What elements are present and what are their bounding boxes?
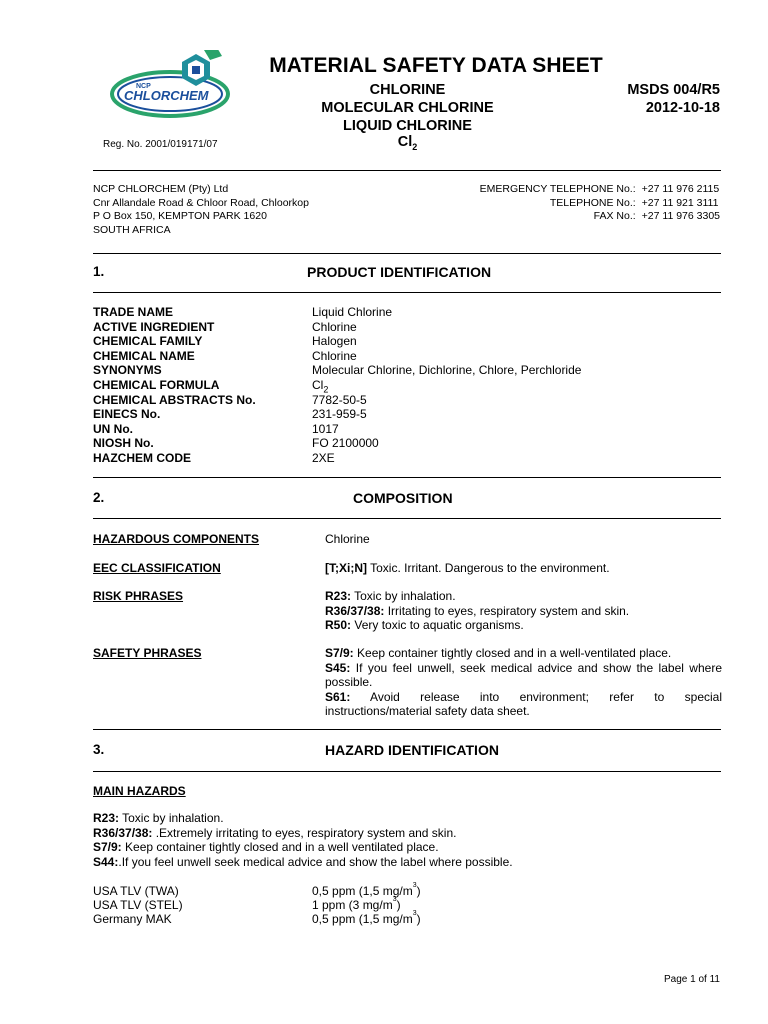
logo-text-ncp: NCP	[136, 83, 151, 90]
field-value: [T;Xi;N] Toxic. Irritant. Dangerous to the environment.	[325, 561, 610, 575]
field-label: ACTIVE INGREDIENT	[93, 319, 215, 334]
risk-phrases-row	[93, 589, 723, 633]
field-label: NIOSH No.	[93, 436, 154, 451]
table-row	[93, 349, 723, 364]
table-row	[93, 407, 723, 422]
product-name-1: CHLORINE	[369, 82, 446, 98]
contact-value: +27 11 921 3111	[641, 196, 719, 209]
safety-phrase: S61: Avoid release into environment; refer to special	[325, 689, 722, 704]
field-value: Halogen	[312, 334, 357, 349]
logo-text-chlorchem: CHLORCHEM	[124, 88, 209, 103]
table-row	[93, 320, 723, 335]
field-label: CHEMICAL ABSTRACTS No.	[93, 392, 256, 407]
divider	[93, 292, 721, 293]
exposure-limit-row	[93, 898, 401, 912]
contact-value: +27 11 976 3305	[641, 210, 720, 222]
safety-phrase: S45: If you feel unwell, seek medical advice and show the label where	[325, 660, 722, 675]
risk-phrase: R23: Toxic by inhalation.	[325, 589, 456, 603]
field-label: CHEMICAL NAME	[93, 348, 195, 363]
risk-phrase: R50: Very toxic to aquatic organisms.	[325, 618, 524, 632]
field-value: Liquid Chlorine	[312, 305, 393, 319]
limit-value: 0,5 ppm (1,5 $mg/m^3$)	[312, 882, 421, 898]
field-label: UN No.	[93, 421, 133, 436]
msds-code: MSDS 004/R5	[627, 82, 720, 98]
exposure-limit-row	[93, 884, 421, 898]
field-label: SAFETY PHRASES	[93, 646, 202, 660]
company-logo	[108, 50, 258, 122]
divider	[93, 771, 721, 772]
field-value	[325, 589, 723, 633]
company-address	[93, 183, 309, 237]
limit-name: USA TLV (STEL)	[93, 898, 183, 912]
hazardous-components-row	[93, 532, 723, 547]
section-title: COMPOSITION	[353, 490, 453, 506]
table-row	[93, 422, 723, 437]
table-row	[93, 393, 723, 408]
divider	[93, 477, 721, 478]
section-number: 2.	[93, 490, 105, 505]
divider	[93, 253, 721, 254]
hazard-item: R23: Toxic by inhalation.	[93, 811, 224, 825]
field-value: 231-959-5	[312, 407, 367, 422]
contact-label: FAX No.:	[593, 210, 636, 222]
safety-phrases	[325, 646, 722, 719]
safety-phrase-continued: instructions/material safety data sheet.	[325, 704, 530, 718]
field-label: HAZCHEM CODE	[93, 451, 191, 465]
msds-date: 2012-10-18	[645, 100, 720, 116]
main-hazards-heading: MAIN HAZARDS	[93, 784, 186, 798]
limit-name: Germany MAK	[93, 912, 172, 926]
address-line: P O Box 150, KEMPTON PARK 1620	[93, 210, 267, 222]
contact-label: TELEPHONE No.:	[549, 196, 636, 209]
exposure-limit-row	[93, 912, 421, 926]
table-row	[93, 305, 723, 320]
field-label: HAZARDOUS COMPONENTS	[93, 532, 260, 546]
table-row	[93, 451, 723, 466]
field-value: FO 2100000	[312, 436, 379, 451]
field-value: Chlorine	[312, 319, 357, 334]
product-name-3: LIQUID CHLORINE	[343, 118, 472, 134]
contact-label: EMERGENCY TELEPHONE No.:	[479, 183, 636, 195]
hazard-item: R36/37/38: .Extremely irritating to eyes, respiratory system and skin.	[93, 825, 457, 840]
field-label: RISK PHRASES	[93, 589, 184, 603]
safety-phrase: S7/9: Keep container tightly closed and in a well-ventilated place.	[325, 646, 672, 660]
risk-phrase: R36/37/38: Irritating to eyes, respiratory system and skin.	[325, 603, 630, 618]
field-label: EEC CLASSIFICATION	[93, 561, 221, 575]
field-label: CHEMICAL FORMULA	[93, 378, 220, 392]
limit-value: 1 ppm (3 $mg/m^3$)	[312, 896, 401, 912]
hazard-item: S7/9: Keep container tightly closed and in a well ventilated place.	[93, 840, 439, 854]
table-row	[93, 334, 723, 349]
divider	[93, 729, 721, 730]
field-value: Chlorine	[325, 532, 370, 546]
field-value: Chlorine	[312, 348, 357, 363]
address-line: NCP CHLORCHEM (Pty) Ltd	[93, 183, 229, 195]
field-label: EINECS No.	[93, 407, 161, 422]
section-title: PRODUCT IDENTIFICATION	[307, 264, 492, 280]
divider	[93, 170, 721, 171]
field-label: CHEMICAL FAMILY	[93, 334, 203, 349]
field-value: 7782-50-5	[312, 392, 367, 407]
company-contacts	[480, 183, 720, 224]
safety-phrase-continued: possible.	[325, 675, 373, 689]
field-value: $Cl_2$	[312, 378, 329, 395]
section-number: 3.	[93, 742, 105, 757]
field-value: Molecular Chlorine, Dichlorine, Chlore, Perchloride	[312, 363, 582, 378]
field-value: 1017	[312, 421, 339, 436]
limit-value: 0,5 ppm (1,5 $mg/m^3$)	[312, 910, 421, 926]
table-row	[93, 363, 723, 378]
registration-number: Reg. No. 2001/019171/07	[103, 139, 218, 150]
page-number: Page 1 of 11	[664, 974, 720, 985]
section-title: HAZARD IDENTIFICATION	[325, 742, 499, 758]
eec-classification-row	[93, 561, 723, 576]
limit-name: USA TLV (TWA)	[93, 884, 179, 898]
divider	[93, 518, 721, 519]
hazard-item: S44:.If you feel unwell seek medical advice and show the label where possible.	[93, 854, 513, 869]
table-row	[93, 436, 723, 451]
contact-value: +27 11 976 2115	[641, 183, 720, 195]
page-title: MATERIAL SAFETY DATA SHEET	[269, 54, 603, 77]
address-line: Cnr Allandale Road & Chloor Road, Chloorkop	[93, 196, 309, 209]
field-label: TRADE NAME	[93, 305, 173, 319]
section-number: 1.	[93, 264, 105, 279]
chemical-formula: $Cl_2$	[397, 134, 418, 152]
main-hazards-list	[93, 811, 723, 869]
field-value: 2XE	[312, 451, 335, 465]
field-label: SYNONYMS	[93, 363, 162, 378]
product-name-2: MOLECULAR CHLORINE	[321, 100, 494, 116]
address-line: SOUTH AFRICA	[93, 223, 171, 236]
